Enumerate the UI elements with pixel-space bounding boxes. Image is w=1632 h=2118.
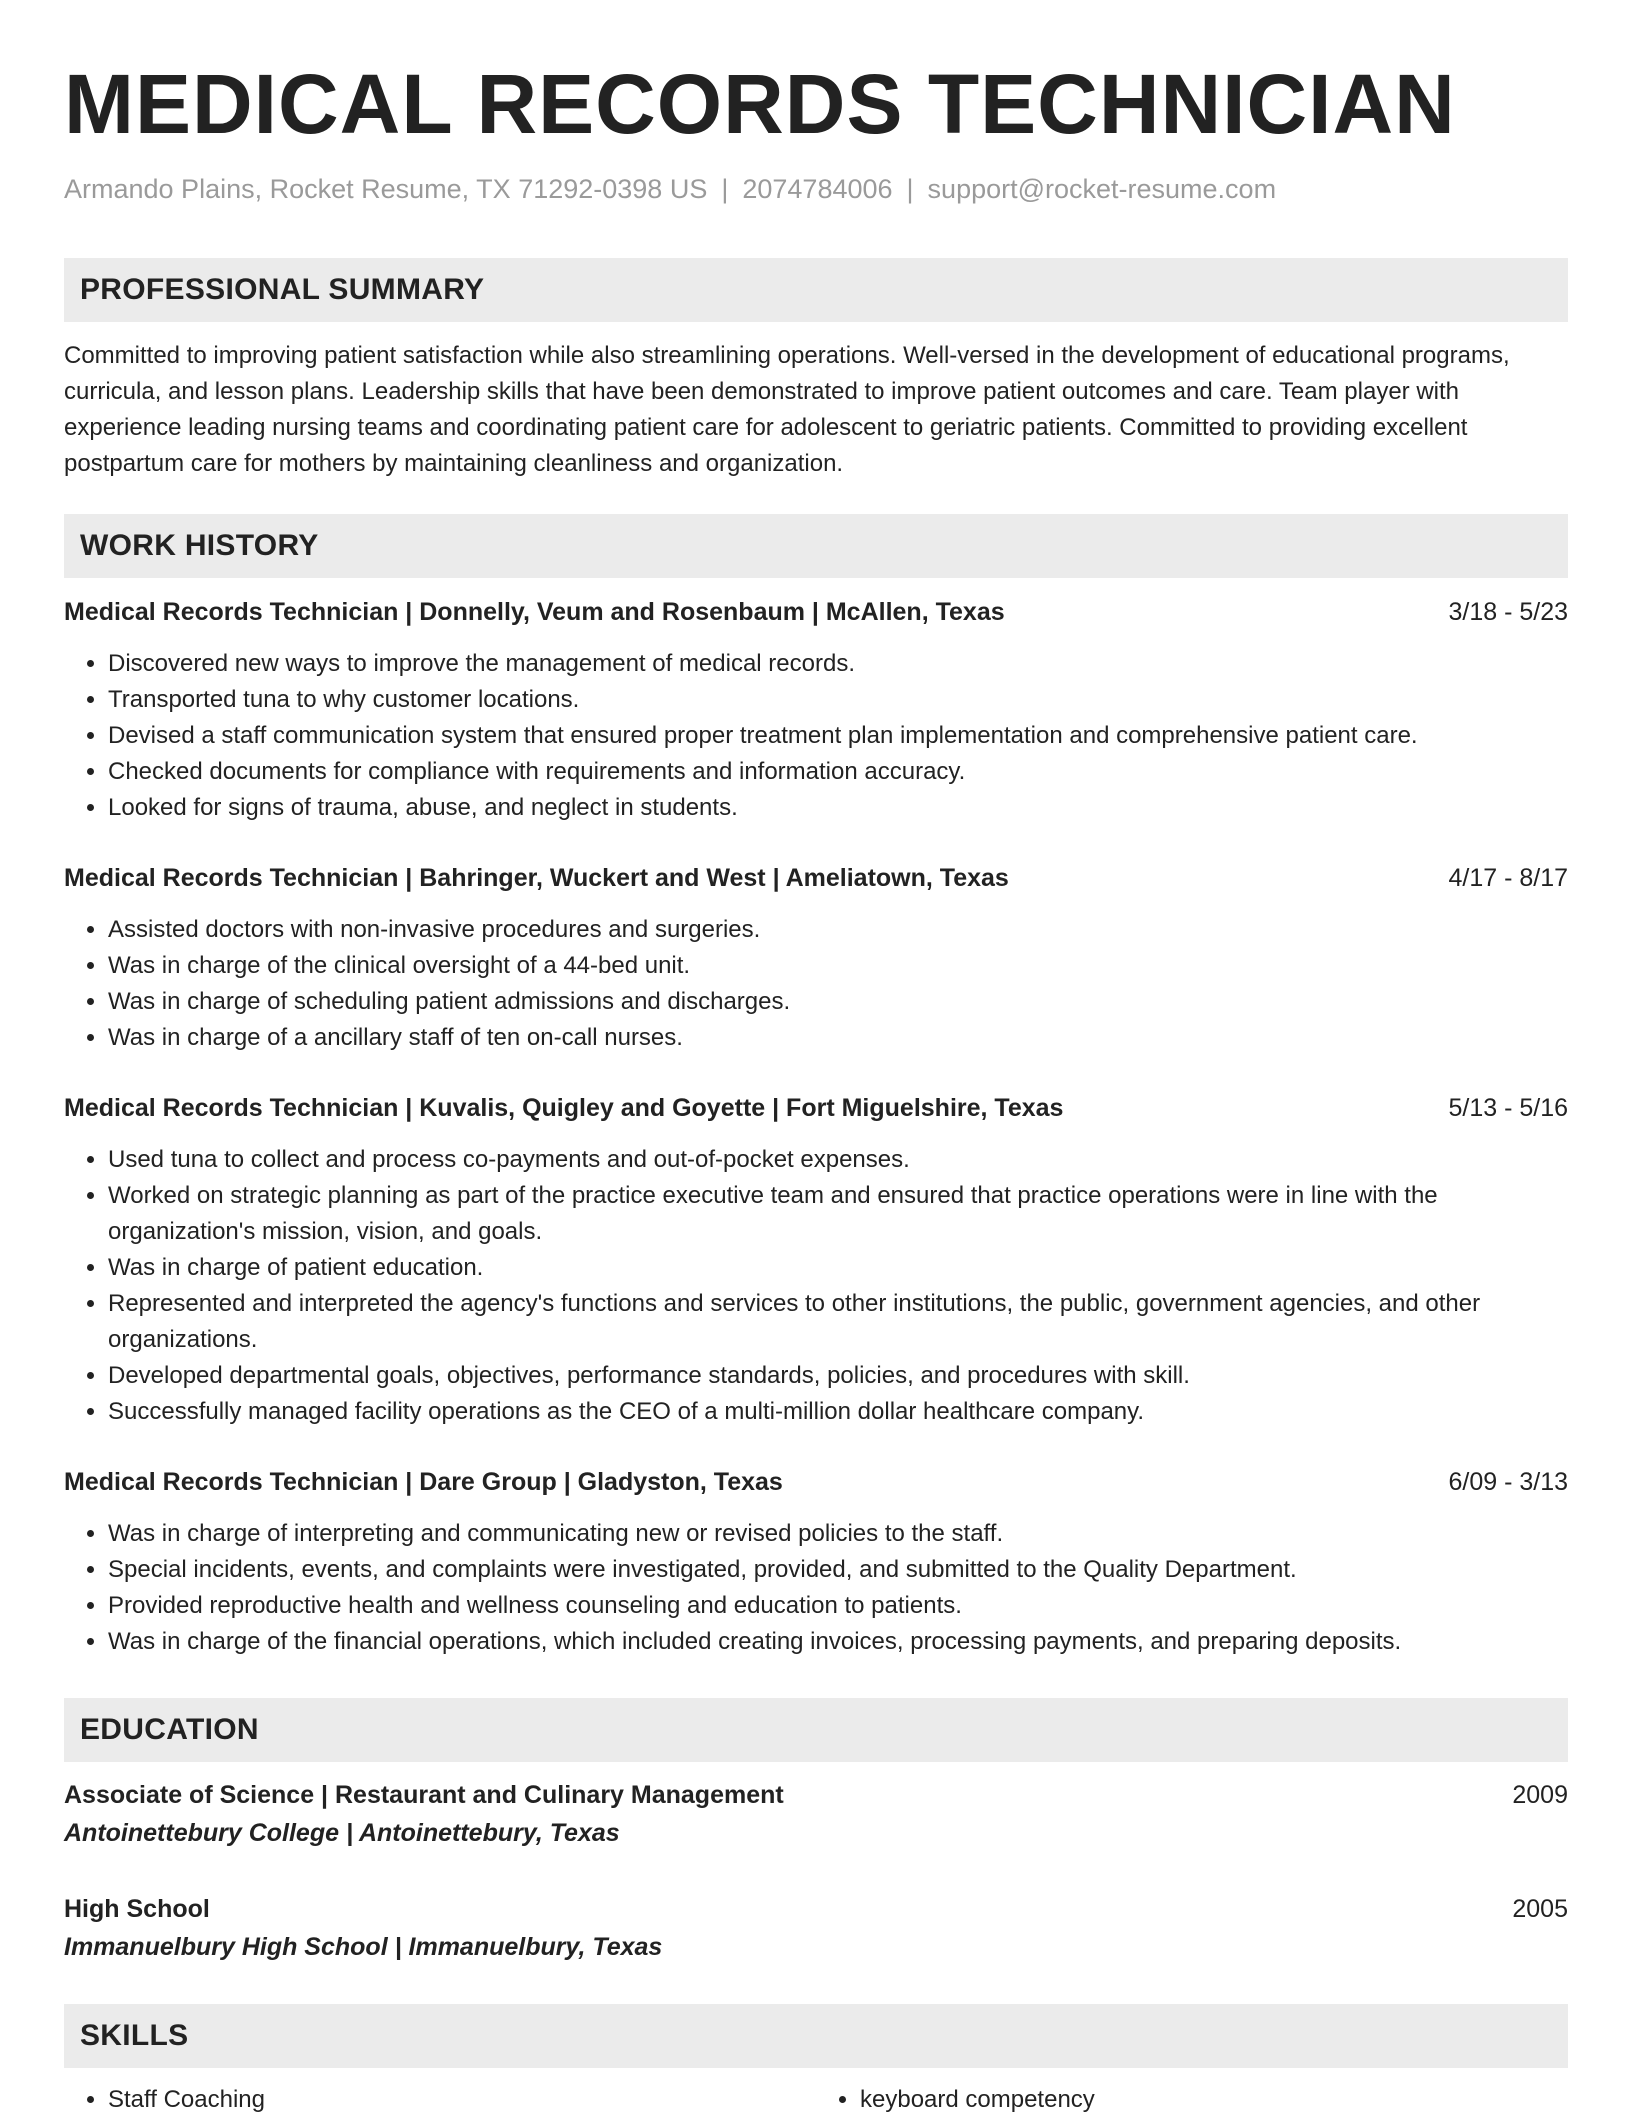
job-bullet: • Checked documents for compliance with requirements and information accuracy.: [108, 754, 1568, 790]
education-entry: [64, 1776, 1568, 1852]
skills-column-left: [64, 2082, 816, 2118]
job-dates: 3/18 - 5/23: [1448, 598, 1568, 626]
section-header-summary: PROFESSIONAL SUMMARY: [64, 258, 1568, 322]
education-school: Antoinettebury College | Antoinettebury, Texas: [64, 1819, 620, 1847]
job-bullet: • Worked on strategic planning as part of the practice executive team and ensured that practice operations were in line with the organization's mission, vision, and goals.: [108, 1178, 1568, 1250]
job-bullet: • Was in charge of scheduling patient admissions and discharges.: [108, 984, 1568, 1020]
job-bullet: • Was in charge of a ancillary staff of ten on-call nurses.: [108, 1020, 1568, 1056]
job-dates: 5/13 - 5/16: [1448, 1094, 1568, 1122]
job-title: Medical Records Technician | Donnelly, Veum and Rosenbaum | McAllen, Texas: [64, 598, 1005, 626]
job-title: Medical Records Technician | Bahringer, Wuckert and West | Ameliatown, Texas: [64, 864, 1009, 892]
job-bullet: • Was in charge of patient education.: [108, 1250, 1568, 1286]
job-bullets: [64, 646, 1568, 826]
section-header-skills: SKILLS: [64, 2004, 1568, 2068]
job-header: [64, 594, 1568, 630]
contact-separator: |: [906, 174, 914, 204]
job-bullets: [64, 1516, 1568, 1660]
skills-list: [64, 2082, 1568, 2118]
education-header: [64, 1776, 1568, 1814]
contact-separator: |: [721, 174, 729, 204]
education-entry: [64, 1890, 1568, 1966]
skill-item: • keyboard competency: [860, 2082, 1568, 2118]
education-degree: Associate of Science | Restaurant and Culinary Management: [64, 1781, 784, 1809]
job-header: [64, 860, 1568, 896]
summary-text: Committed to improving patient satisfaction while also streamlining operations. Well-versed in the development of educational programs, curricula, and lesson plans. Leadership skills that have been demonstrated to improve patient outcomes and care. Team player with experience leading nursing teams and coordinating patient care for adolescent to geriatric patients. Committed to providing excellent postpartum care for mothers by maintaining cleanliness and organization.: [64, 342, 1510, 477]
job-bullet: • Provided reproductive health and wellness counseling and education to patients.: [108, 1588, 1568, 1624]
contact-line: [64, 172, 1568, 206]
job-title: Medical Records Technician | Dare Group | Gladyston, Texas: [64, 1468, 783, 1496]
job-bullet: • Was in charge of the financial operations, which included creating invoices, processing payments, and preparing deposits.: [108, 1624, 1568, 1660]
job-bullet: • Represented and interpreted the agency's functions and services to other institutions, the public, government agencies, and other organizations.: [108, 1286, 1568, 1358]
contact-email: support@rocket-resume.com: [927, 174, 1277, 204]
skill-item: • Staff Coaching: [108, 2082, 816, 2118]
job-bullet: • Devised a staff communication system that ensured proper treatment plan implementation and comprehensive patient care.: [108, 718, 1568, 754]
education-year: 2005: [1512, 1895, 1568, 1923]
job-title: Medical Records Technician | Kuvalis, Quigley and Goyette | Fort Miguelshire, Texas: [64, 1094, 1064, 1122]
job-dates: 6/09 - 3/13: [1448, 1468, 1568, 1496]
education-year: 2009: [1512, 1781, 1568, 1809]
job-dates: 4/17 - 8/17: [1448, 864, 1568, 892]
section-header-education: EDUCATION: [64, 1698, 1568, 1762]
job-bullet: • Transported tuna to why customer locations.: [108, 682, 1568, 718]
job-bullets: [64, 912, 1568, 1056]
skills-column-right: [816, 2082, 1568, 2118]
job-entry: [64, 1090, 1568, 1430]
job-bullet: • Was in charge of interpreting and communicating new or revised policies to the staff.: [108, 1516, 1568, 1552]
education-school: Immanuelbury High School | Immanuelbury, Texas: [64, 1933, 663, 1961]
job-bullet: • Successfully managed facility operations as the CEO of a multi-million dollar healthcare company.: [108, 1394, 1568, 1430]
job-header: [64, 1464, 1568, 1500]
job-bullet: • Used tuna to collect and process co-payments and out-of-pocket expenses.: [108, 1142, 1568, 1178]
job-bullet: • Looked for signs of trauma, abuse, and neglect in students.: [108, 790, 1568, 826]
job-entry: [64, 594, 1568, 826]
job-entry: [64, 860, 1568, 1056]
job-bullet: • Was in charge of the clinical oversight of a 44-bed unit.: [108, 948, 1568, 984]
education-header: [64, 1890, 1568, 1928]
contact-address: Armando Plains, Rocket Resume, TX 71292-0398 US: [64, 174, 708, 204]
job-bullets: [64, 1142, 1568, 1430]
job-bullet: • Assisted doctors with non-invasive procedures and surgeries.: [108, 912, 1568, 948]
job-bullet: • Special incidents, events, and complaints were investigated, provided, and submitted to the Quality Department.: [108, 1552, 1568, 1588]
section-header-work-history: WORK HISTORY: [64, 514, 1568, 578]
job-header: [64, 1090, 1568, 1126]
contact-phone: 2074784006: [742, 174, 893, 204]
job-bullet: • Discovered new ways to improve the management of medical records.: [108, 646, 1568, 682]
resume-title: MEDICAL RECORDS TECHNICIAN: [64, 57, 1456, 151]
job-bullet: • Developed departmental goals, objectives, performance standards, policies, and procedures with skill.: [108, 1358, 1568, 1394]
education-degree: High School: [64, 1895, 210, 1923]
job-entry: [64, 1464, 1568, 1660]
